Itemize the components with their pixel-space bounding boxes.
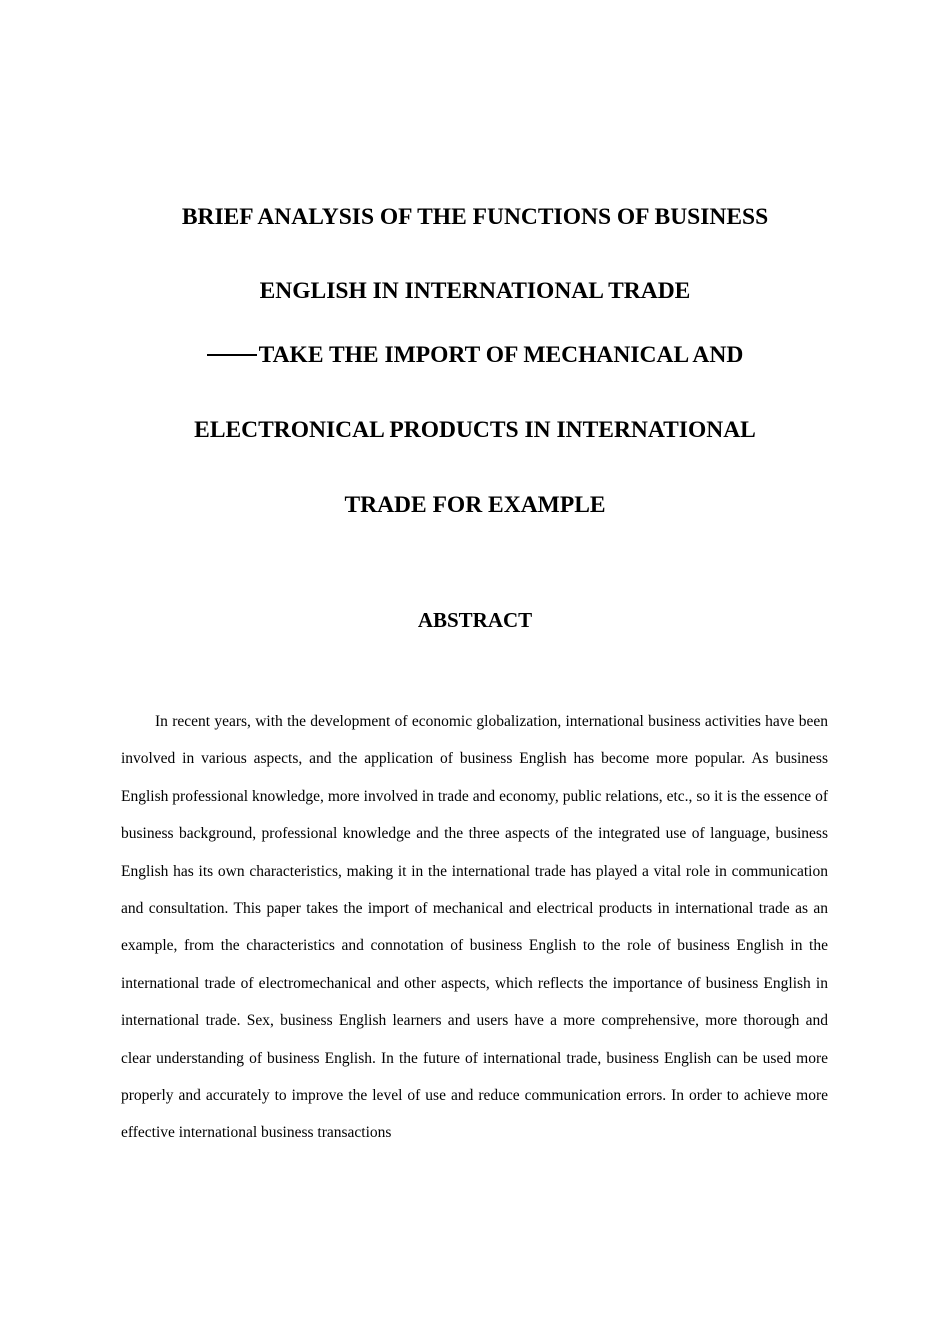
title-line-2: ENGLISH IN INTERNATIONAL TRADE	[259, 278, 691, 304]
title-line-1: BRIEF ANALYSIS OF THE FUNCTIONS OF BUSINESS	[181, 204, 769, 230]
title-line-5: TRADE FOR EXAMPLE	[344, 492, 606, 518]
title-line-3	[0, 341, 950, 369]
abstract-heading: ABSTRACT	[417, 608, 533, 632]
abstract-body: In recent years, with the development of economic globalization, international business activities have been involved in various aspects, and the application of business English has become more popular. As business English professional knowledge, more involved in trade and economy, public relations, etc., so it is the essence of business background, professional knowledge and the three aspects of the integrated use of language, business English has its own characteristics, making it in the international trade has played a vital role in communication and consultation. This paper takes the import of mechanical and electrical products in international trade as an example, from the characteristics and connotation of business English to the role of business English in the international trade of electromechanical and other aspects, which reflects the importance of business English in international trade. Sex, business English learners and users have a more comprehensive, more thorough and clear understanding of business English. In the future of international trade, business English can be used more properly and accurately to improve the level of use and reduce communication errors. In order to achieve more effective international business transactions	[121, 713, 828, 1142]
subtitle-text: TAKE THE IMPORT OF MECHANICAL AND	[258, 342, 744, 368]
em-dash-rule	[207, 354, 257, 356]
title-line-4: ELECTRONICAL PRODUCTS IN INTERNATIONAL	[194, 417, 756, 443]
